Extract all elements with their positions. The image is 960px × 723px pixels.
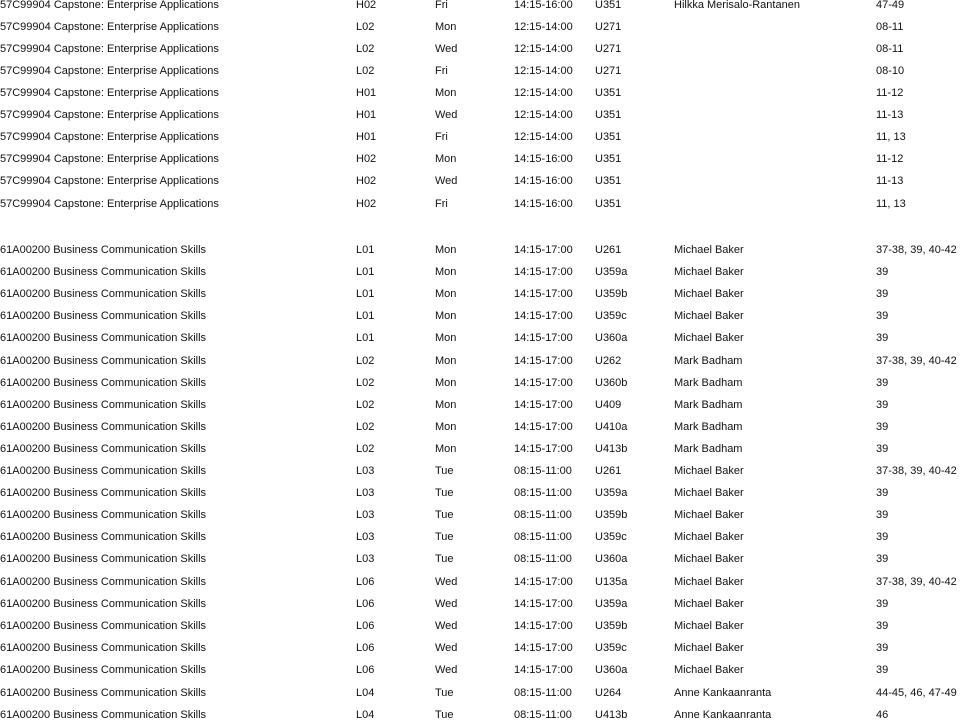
course-name: 57C99904 Capstone: Enterprise Applications [0,43,219,55]
room-code: U409 [595,399,622,411]
time-range: 12:15-14:00 [514,21,573,33]
schedule-row [0,308,960,324]
week-numbers: 11-12 [876,153,904,165]
course-name: 61A00200 Business Communication Skills [0,443,207,455]
teacher-name: Michael Baker [674,487,744,499]
group-code: L01 [356,266,375,278]
schedule-row [0,63,960,79]
course-name: 61A00200 Business Communication Skills [0,377,207,389]
week-numbers: 39 [876,664,889,676]
course-name: 57C99904 Capstone: Enterprise Applications [0,175,219,187]
group-code: H01 [356,87,377,99]
weekday: Mon [435,355,457,367]
schedule-row [0,529,960,545]
week-numbers: 11-12 [876,87,904,99]
time-range: 14:15-17:00 [514,598,573,610]
weekday: Mon [435,310,457,322]
schedule-row [0,107,960,123]
course-name: 61A00200 Business Communication Skills [0,664,207,676]
weekday: Tue [435,487,454,499]
room-code: U351 [595,109,622,121]
week-numbers: 39 [876,531,889,543]
week-numbers: 11, 13 [876,198,906,210]
weekday: Wed [435,109,458,121]
course-name: 57C99904 Capstone: Enterprise Applications [0,65,219,77]
time-range: 14:15-16:00 [514,153,573,165]
group-code: H02 [356,153,377,165]
room-code: U413b [595,709,628,721]
week-numbers: 39 [876,421,889,433]
weekday: Mon [435,266,457,278]
teacher-name: Michael Baker [674,553,744,565]
time-range: 08:15-11:00 [514,487,572,499]
course-name: 61A00200 Business Communication Skills [0,244,207,256]
week-numbers: 37-38, 39, 40-42 [876,244,957,256]
week-numbers: 39 [876,288,889,300]
group-code: L06 [356,598,375,610]
week-numbers: 39 [876,642,889,654]
course-name: 61A00200 Business Communication Skills [0,288,207,300]
weekday: Wed [435,576,458,588]
schedule-row [0,41,960,57]
teacher-name: Michael Baker [674,642,744,654]
course-name: 61A00200 Business Communication Skills [0,642,207,654]
weekday: Wed [435,598,458,610]
teacher-name: Mark Badham [674,377,743,389]
teacher-name: Michael Baker [674,266,744,278]
course-name: 57C99904 Capstone: Enterprise Applications [0,198,219,210]
room-code: U359b [595,509,628,521]
week-numbers: 37-38, 39, 40-42 [876,355,957,367]
course-name: 61A00200 Business Communication Skills [0,465,207,477]
group-code: L01 [356,244,375,256]
weekday: Wed [435,175,458,187]
time-range: 12:15-14:00 [514,131,573,143]
group-code: H01 [356,131,377,143]
group-code: L03 [356,465,375,477]
teacher-name: Anne Kankaanranta [674,709,772,721]
room-code: U261 [595,244,622,256]
schedule-row [0,397,960,413]
time-range: 14:15-17:00 [514,332,573,344]
time-range: 14:15-17:00 [514,443,573,455]
weekday: Wed [435,664,458,676]
group-code: H01 [356,109,377,121]
room-code: U360a [595,332,628,344]
course-name: 61A00200 Business Communication Skills [0,332,207,344]
weekday: Wed [435,43,458,55]
weekday: Mon [435,288,457,300]
schedule-row [0,640,960,656]
schedule-row [0,507,960,523]
group-code: L02 [356,65,375,77]
group-code: L02 [356,377,375,389]
schedule-row [0,286,960,302]
group-code: H02 [356,198,377,210]
room-code: U262 [595,355,622,367]
room-code: U359a [595,487,628,499]
schedule-row [0,618,960,634]
course-name: 61A00200 Business Communication Skills [0,687,207,699]
group-code: L06 [356,620,375,632]
course-name: 57C99904 Capstone: Enterprise Applications [0,109,219,121]
group-code: L03 [356,509,375,521]
room-code: U360a [595,553,628,565]
weekday: Mon [435,399,457,411]
room-code: U135a [595,576,628,588]
schedule-row [0,0,960,13]
teacher-name: Michael Baker [674,664,744,676]
weekday: Tue [435,465,454,477]
week-numbers: 37-38, 39, 40-42 [876,465,957,477]
weekday: Tue [435,687,454,699]
course-name: 61A00200 Business Communication Skills [0,576,207,588]
group-code: L02 [356,21,375,33]
weekday: Mon [435,443,457,455]
schedule-row [0,441,960,457]
schedule-row [0,685,960,701]
weekday: Tue [435,509,454,521]
group-code: L04 [356,687,375,699]
teacher-name: Hilkka Merisalo-Rantanen [674,0,800,11]
group-code: L01 [356,310,375,322]
time-range: 14:15-17:00 [514,288,573,300]
time-range: 08:15-11:00 [514,709,572,721]
teacher-name: Michael Baker [674,244,744,256]
time-range: 08:15-11:00 [514,465,572,477]
course-name: 61A00200 Business Communication Skills [0,531,207,543]
schedule-row [0,196,960,212]
room-code: U264 [595,687,622,699]
course-name: 61A00200 Business Communication Skills [0,553,207,565]
time-range: 14:15-17:00 [514,421,573,433]
group-code: L03 [356,553,375,565]
group-code: L02 [356,43,375,55]
group-code: H02 [356,0,377,11]
time-range: 14:15-17:00 [514,377,573,389]
course-name: 61A00200 Business Communication Skills [0,421,207,433]
room-code: U359c [595,531,627,543]
week-numbers: 39 [876,310,889,322]
time-range: 12:15-14:00 [514,109,573,121]
week-numbers: 08-11 [876,21,904,33]
course-name: 61A00200 Business Communication Skills [0,266,207,278]
room-code: U413b [595,443,628,455]
weekday: Wed [435,642,458,654]
time-range: 12:15-14:00 [514,43,573,55]
week-numbers: 39 [876,332,889,344]
schedule-row [0,419,960,435]
time-range: 14:15-17:00 [514,399,573,411]
time-range: 14:15-16:00 [514,175,573,187]
teacher-name: Michael Baker [674,531,744,543]
week-numbers: 39 [876,509,889,521]
teacher-name: Michael Baker [674,598,744,610]
week-numbers: 39 [876,443,889,455]
group-code: L01 [356,332,375,344]
time-range: 08:15-11:00 [514,509,572,521]
room-code: U351 [595,131,622,143]
weekday: Mon [435,21,457,33]
schedule-row [0,173,960,189]
week-numbers: 39 [876,487,889,499]
time-range: 08:15-11:00 [514,687,572,699]
time-range: 14:15-17:00 [514,310,573,322]
teacher-name: Mark Badham [674,421,743,433]
room-code: U410a [595,421,628,433]
schedule-row [0,242,960,258]
teacher-name: Michael Baker [674,465,744,477]
teacher-name: Mark Badham [674,443,743,455]
course-name: 57C99904 Capstone: Enterprise Applications [0,131,219,143]
room-code: U261 [595,465,622,477]
week-numbers: 37-38, 39, 40-42 [876,576,957,588]
group-code: L02 [356,355,375,367]
room-code: U359a [595,266,628,278]
course-name: 61A00200 Business Communication Skills [0,487,207,499]
week-numbers: 39 [876,399,889,411]
week-numbers: 08-11 [876,43,904,55]
weekday: Mon [435,332,457,344]
teacher-name: Michael Baker [674,310,744,322]
schedule-row [0,574,960,590]
schedule-row [0,375,960,391]
week-numbers: 39 [876,377,889,389]
course-name: 57C99904 Capstone: Enterprise Applications [0,153,219,165]
room-code: U360a [595,664,628,676]
weekday: Tue [435,531,454,543]
time-range: 14:15-17:00 [514,576,573,588]
schedule-row [0,353,960,369]
room-code: U359b [595,288,628,300]
teacher-name: Michael Baker [674,288,744,300]
weekday: Wed [435,620,458,632]
group-code: L06 [356,642,375,654]
room-code: U360b [595,377,628,389]
week-numbers: 39 [876,266,889,278]
course-name: 61A00200 Business Communication Skills [0,620,207,632]
teacher-name: Mark Badham [674,355,743,367]
time-range: 08:15-11:00 [514,553,572,565]
time-range: 14:15-17:00 [514,244,573,256]
schedule-row [0,129,960,145]
course-name: 61A00200 Business Communication Skills [0,399,207,411]
schedule-row [0,596,960,612]
room-code: U271 [595,43,622,55]
time-range: 12:15-14:00 [514,65,573,77]
weekday: Fri [435,131,448,143]
schedule-row [0,551,960,567]
weekday: Mon [435,87,457,99]
schedule-row [0,463,960,479]
weekday: Fri [435,198,448,210]
room-code: U359b [595,620,628,632]
weekday: Tue [435,553,454,565]
group-code: L02 [356,443,375,455]
schedule-row [0,19,960,35]
room-code: U271 [595,65,622,77]
group-code: L02 [356,421,375,433]
group-code: L02 [356,399,375,411]
week-numbers: 39 [876,553,889,565]
time-range: 14:15-17:00 [514,355,573,367]
course-name: 61A00200 Business Communication Skills [0,709,207,721]
schedule-row [0,662,960,678]
course-name: 57C99904 Capstone: Enterprise Applications [0,21,219,33]
week-numbers: 11, 13 [876,131,906,143]
schedule-row [0,707,960,723]
time-range: 14:15-17:00 [514,664,573,676]
course-name: 61A00200 Business Communication Skills [0,310,207,322]
teacher-name: Mark Badham [674,399,743,411]
group-code: L04 [356,709,375,721]
room-code: U351 [595,87,622,99]
teacher-name: Anne Kankaanranta [674,687,772,699]
time-range: 14:15-16:00 [514,198,573,210]
room-code: U351 [595,175,622,187]
group-code: L06 [356,664,375,676]
course-name: 57C99904 Capstone: Enterprise Applications [0,0,219,11]
room-code: U271 [595,21,622,33]
weekday: Mon [435,153,457,165]
course-name: 61A00200 Business Communication Skills [0,598,207,610]
time-range: 12:15-14:00 [514,87,573,99]
course-name: 57C99904 Capstone: Enterprise Applications [0,87,219,99]
group-code: L03 [356,487,375,499]
weekday: Fri [435,0,448,11]
teacher-name: Michael Baker [674,509,744,521]
weekday: Mon [435,377,457,389]
teacher-name: Michael Baker [674,576,744,588]
week-numbers: 11-13 [876,109,904,121]
week-numbers: 39 [876,620,889,632]
course-name: 61A00200 Business Communication Skills [0,355,207,367]
week-numbers: 44-45, 46, 47-49 [876,687,957,699]
schedule-row [0,85,960,101]
week-numbers: 11-13 [876,175,904,187]
week-numbers: 46 [876,709,889,721]
schedule-row [0,330,960,346]
group-code: L06 [356,576,375,588]
room-code: U351 [595,153,622,165]
time-range: 14:15-17:00 [514,620,573,632]
group-code: L01 [356,288,375,300]
room-code: U359c [595,310,627,322]
group-code: L03 [356,531,375,543]
time-range: 14:15-16:00 [514,0,573,11]
weekday: Fri [435,65,448,77]
time-range: 14:15-17:00 [514,266,573,278]
weekday: Mon [435,421,457,433]
room-code: U359c [595,642,627,654]
teacher-name: Michael Baker [674,332,744,344]
room-code: U359a [595,598,628,610]
group-code: H02 [356,175,377,187]
weekday: Tue [435,709,454,721]
schedule-row [0,151,960,167]
week-numbers: 39 [876,598,889,610]
room-code: U351 [595,198,622,210]
schedule-row [0,485,960,501]
teacher-name: Michael Baker [674,620,744,632]
time-range: 08:15-11:00 [514,531,572,543]
room-code: U351 [595,0,622,11]
time-range: 14:15-17:00 [514,642,573,654]
weekday: Mon [435,244,457,256]
course-name: 61A00200 Business Communication Skills [0,509,207,521]
schedule-row [0,264,960,280]
week-numbers: 47-49 [876,0,905,11]
week-numbers: 08-10 [876,65,905,77]
